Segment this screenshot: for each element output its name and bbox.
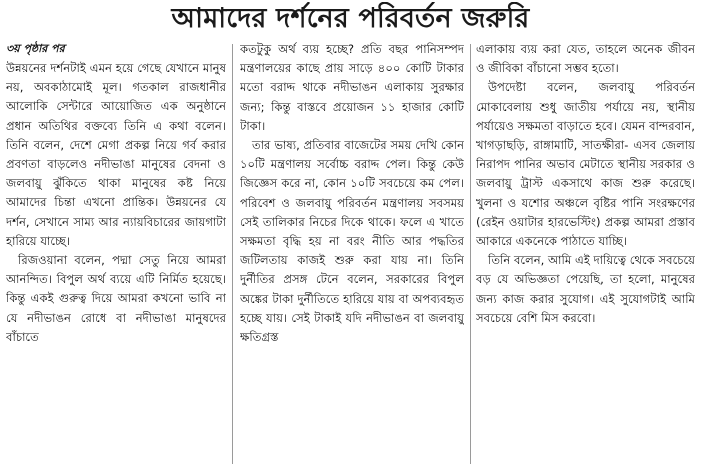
paragraph: উপদেষ্টা বলেন, জলবায়ু পরিবর্তন মোকাবেলায় শুধু জাতীয় পর্যায়ে নয়, স্থানীয় পর্যায়েও সক্ষমতা বাড়াতে হবে। যেমন বান্দরবান, খাগড়াছড়ি, রাঙ্গামাটি, সাতক্ষীরা- এসব জেলায় নিরাপদ পানির অভাব মেটাতে স্থানীয় সরকার ও জলবায়ু ট্রাস্ট একসাথে কাজ শুরু করেছে। খুলনা ও যশোর অঞ্চলে বৃষ্টির পানি সংরক্ষণের (রেইন ওয়াটার হারভেস্টিং) প্রকল্প আমরা প্রস্তাব আকারে একনেকে পাঠাতে যাচ্ছি। [476, 80, 695, 249]
continued-from-label: ৩য় পৃষ্ঠার পর [6, 42, 65, 55]
article-column-3 [476, 40, 695, 467]
paragraph: তার ভাষ্য, প্রতিবার বাজেটের সময় দেখি কোন ১০টি মন্ত্রণালয় সর্বোচ্চ বরাদ্দ পেল। কিন্তু কেউ জিজ্ঞেস করে না, কোন ১০টি সবচেয়ে কম পেল। পরিবেশ ও জলবায়ু পরিবর্তন মন্ত্রণালয় সবসময় সেই তালিকার নিচের দিকে থাকে। ফলে এ খাতে সক্ষমতা বৃদ্ধি হয় না বরং নীতি আর পদ্ধতির জটিলতায় কাজই শুরু করা যায় না। তিনি দুর্নীতির প্রসঙ্গ টেনে বলেন, সরকারের বিপুল অঙ্কের টাকা দুর্নীতিতে হারিয়ে যায় বা অপব্যবহৃত হচ্ছে যায়। সেই টাকাই যদি নদীভাঙন বা জলবায়ু ক্ষতিগ্রস্ত [240, 138, 464, 345]
article-column-2 [240, 40, 464, 467]
paragraph: এলাকায় ব্যয় করা যেত, তাহলে অনেক জীবন ও জীবিকা বাঁচানো সম্ভব হতো। [476, 42, 695, 76]
article-column-1 [6, 40, 226, 467]
article-headline: আমাদের দর্শনের পরিবর্তন জরুরি [171, 3, 530, 34]
paragraph: কতটুকু অর্থ ব্যয় হচ্ছে? প্রতি বছর পানিসম্পদ মন্ত্রণালয়ের কাছে প্রায় সাড়ে ৪০০ কোটি টাকার মতো বরাদ্দ থাকে নদীভাঙন এলাকায় সুরক্ষার জন্য; কিন্তু বাস্তবে প্রয়োজন ১১ হাজার কোটি টাকা। [240, 42, 464, 133]
paragraph: উন্নয়নের দর্শনটাই এমন হয়ে গেছে যেখানে মানুষ নয়, অবকাঠামোই মূল। গতকাল রাজধানীর আলোকি সেন্টারে আয়োজিত এক অনুষ্ঠানে প্রধান অতিথির বক্তব্যে তিনি এ কথা বলেন। তিনি বলেন, দেশে মেগা প্রকল্প নিয়ে গর্ব করার প্রবণতা বাড়লেও নদীভাঙা মানুষের বেদনা ও জলবায়ু ঝুঁকিতে থাকা মানুষের কষ্ট নিয়ে আমাদের চিন্তা এখনো প্রান্তিক। উন্নয়নের যে দর্শন, সেখানে সাম্য আর ন্যায়বিচারের জায়গাটা হারিয়ে যাচ্ছে। [6, 61, 226, 248]
column-divider [470, 44, 471, 464]
column-divider [232, 44, 233, 464]
paragraph: তিনি বলেন, আমি এই দায়িত্বে থেকে সবচেয়ে বড় যে অভিজ্ঞতা পেয়েছি, তা হলো, মানুষের জন্য কাজ করার সুযোগ। এই সুযোগটাই আমি সবচেয়ে বেশি মিস করবো। [476, 253, 695, 325]
paragraph: রিজওয়ানা বলেন, পদ্মা সেতু নিয়ে আমরা আনন্দিত। বিপুল অর্থ ব্যয়ে এটি নির্মিত হয়েছে। কিন্তু একই গুরুত্ব দিয়ে আমরা কখনো ভাবি না যে নদীভাঙন রোধে বা নদীভাঙা মানুষদের বাঁচাতে [6, 253, 226, 344]
